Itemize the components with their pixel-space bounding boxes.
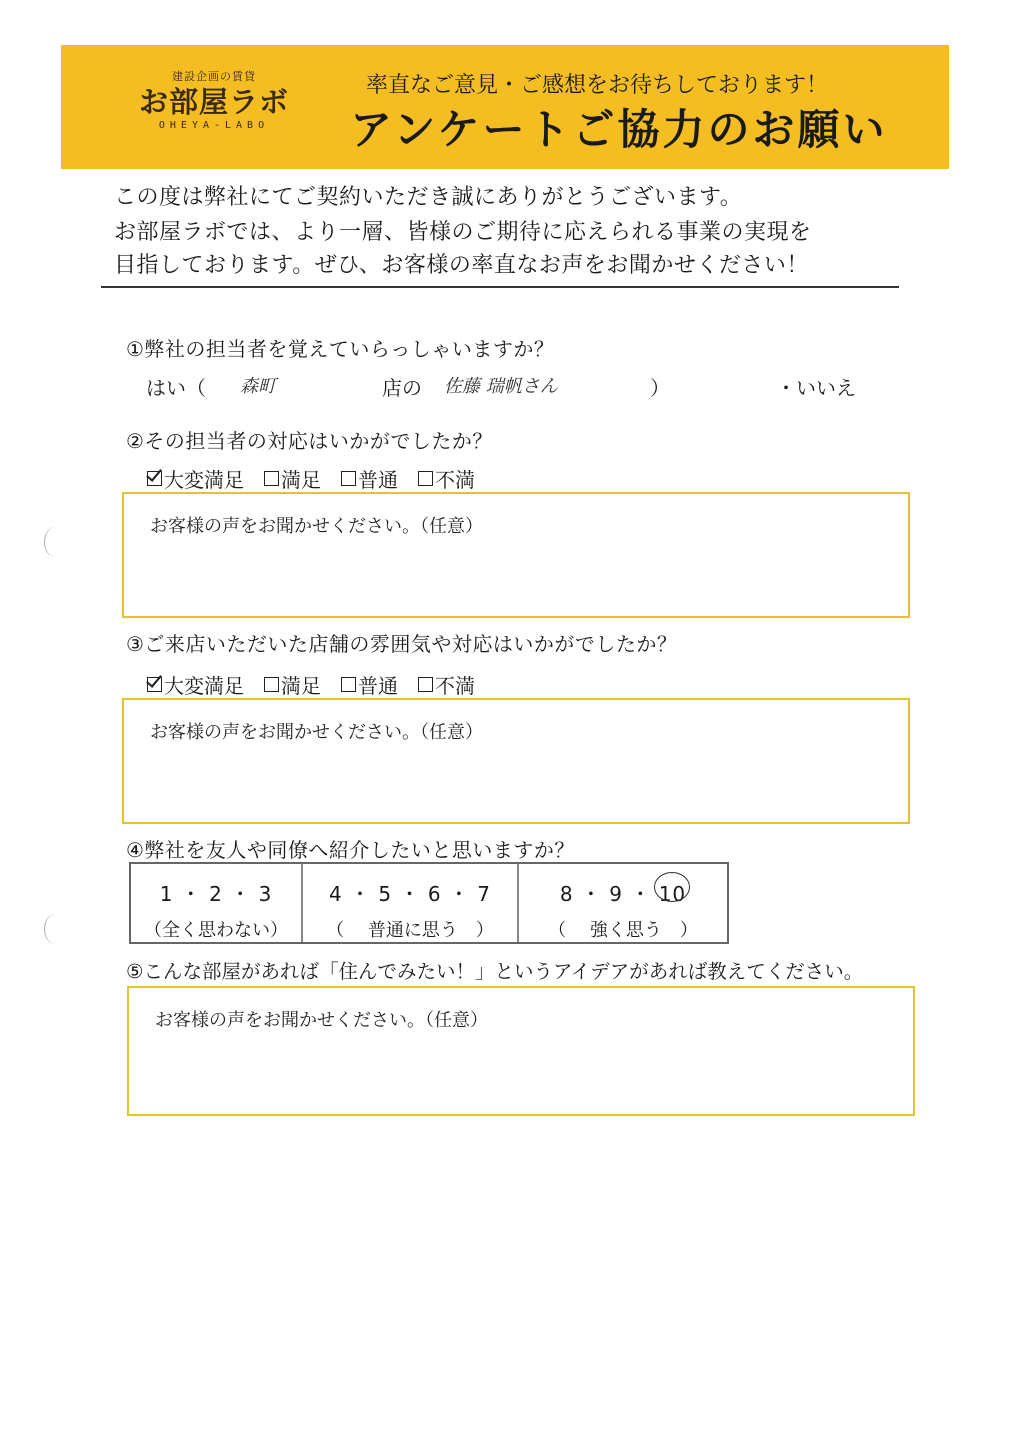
page-title: アンケートご協力のお願い xyxy=(350,105,888,154)
checkbox[interactable] xyxy=(264,471,279,486)
q2-option-normal[interactable]: 普通 xyxy=(341,464,398,493)
logo-romaji: OHEYA-LABO xyxy=(158,120,270,131)
checkbox-checked[interactable] xyxy=(147,471,162,486)
q1-staff-handwritten[interactable]: 佐藤 瑞帆さん xyxy=(444,376,558,397)
question-4: ④弊社を友人や同僚へ紹介したいと思いますか？ xyxy=(126,838,575,862)
scale-group-low[interactable] xyxy=(131,864,303,942)
q3-comment-box[interactable] xyxy=(122,698,910,824)
company-logo xyxy=(118,68,310,148)
scale-label: （ 強く思う ） xyxy=(548,920,698,941)
scale-numbers: 1 ・ 2 ・ 3 xyxy=(159,882,273,906)
checkbox[interactable] xyxy=(418,471,433,486)
q3-options xyxy=(147,670,475,699)
q3-option-very-satisfied[interactable]: 大変満足 xyxy=(147,670,244,699)
q3-option-satisfied[interactable]: 満足 xyxy=(264,670,321,699)
subheadline: 率直なご意見・ご感想をお待ちしております！ xyxy=(366,73,829,98)
intro-line-1: この度は弊社にてご契約いただき誠にありがとうございます。 xyxy=(114,185,743,210)
q3-option-normal[interactable]: 普通 xyxy=(341,670,398,699)
question-1: ①弊社の担当者を覚えていらっしゃいますか？ xyxy=(126,337,555,361)
logo-tagline: 建設企画の賃貸 xyxy=(172,70,256,83)
question-5: ⑤こんな部屋があれば「住んでみたい！」というアイデアがあれば教えてください。 xyxy=(126,960,864,983)
q2-comment-placeholder: お客様の声をお聞かせください。（任意） xyxy=(150,516,483,537)
checkbox[interactable] xyxy=(341,677,356,692)
scale-label: （全く思わない） xyxy=(144,920,288,941)
q2-comment-box[interactable] xyxy=(122,492,910,618)
q3-option-dissatisfied[interactable]: 不満 xyxy=(418,670,475,699)
scale-numbers: 8 ・ 9 ・ 10 xyxy=(559,882,687,906)
q1-yes-label[interactable]: はい（ xyxy=(146,376,206,400)
scale-group-high[interactable] xyxy=(519,864,727,942)
selected-score-circle xyxy=(654,872,690,902)
intro-line-2: お部屋ラボでは、より一層、皆様のご期待に応えられる事業の実現を xyxy=(114,220,812,245)
q1-store-handwritten[interactable]: 森町 xyxy=(240,376,276,397)
q1-close-paren: ） xyxy=(650,376,670,400)
q2-option-satisfied[interactable]: 満足 xyxy=(264,464,321,493)
question-2: ②その担当者の対応はいかがでしたか？ xyxy=(126,429,493,453)
scale-label: （ 普通に思う ） xyxy=(326,920,494,941)
q2-options xyxy=(147,464,475,493)
question-3: ③ご来店いただいた店舗の雰囲気や対応はいかがでしたか？ xyxy=(126,632,678,656)
punch-hole xyxy=(44,914,66,944)
scale-numbers: 4 ・ 5 ・ 6 ・ 7 xyxy=(328,882,492,906)
q2-option-very-satisfied[interactable]: 大変満足 xyxy=(147,464,244,493)
checkbox[interactable] xyxy=(341,471,356,486)
intro-line-3: 目指しております。ぜひ、お客様の率直なお声をお聞かせください！ xyxy=(114,253,809,278)
q5-comment-placeholder: お客様の声をお聞かせください。（任意） xyxy=(155,1010,488,1031)
q1-store-suffix: 店の xyxy=(382,376,422,400)
checkbox[interactable] xyxy=(418,677,433,692)
scale-group-mid[interactable] xyxy=(303,864,519,942)
checkbox[interactable] xyxy=(264,677,279,692)
checkbox-checked[interactable] xyxy=(147,677,162,692)
divider xyxy=(101,286,899,288)
logo-name: お部屋ラボ xyxy=(138,85,289,119)
q5-comment-box[interactable] xyxy=(127,986,915,1116)
q2-option-dissatisfied[interactable]: 不満 xyxy=(418,464,475,493)
q3-comment-placeholder: お客様の声をお聞かせください。（任意） xyxy=(150,722,483,743)
recommend-scale xyxy=(129,862,729,944)
punch-hole xyxy=(44,527,66,557)
q1-no-label[interactable]: ・いいえ xyxy=(776,376,856,400)
